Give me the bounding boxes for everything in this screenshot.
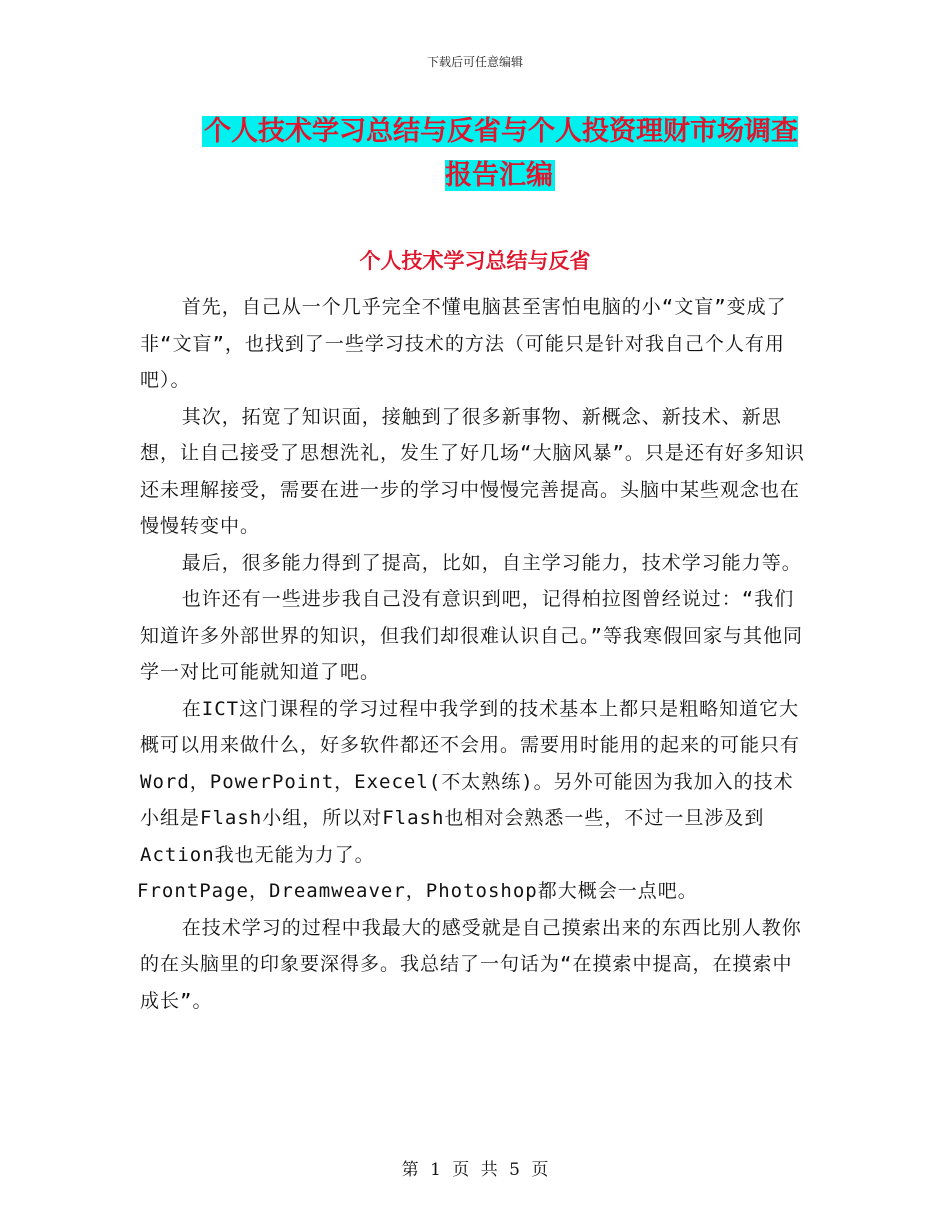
document-title-text: 个人技术学习总结与反省与个人投资理财市场调查报告汇编	[204, 116, 798, 191]
paragraph: 其次，拓宽了知识面，接触到了很多新事物、新概念、新技术、新思想，让自己接受了思想洗礼，发生了好几场“大脑风暴”。只是还有好多知识还未理解接受，需要在进一步的学习中慢慢完善提高。头脑中某些观念也在慢慢转变中。	[140, 405, 805, 537]
paragraph: 在ICT这门课程的学习过程中我学到的技术基本上都只是粗略知道它大概可以用来做什么，好多软件都还不会用。需要用时能用的起来的可能只有Word，PowerPoint，Execel(不太熟练)。另外可能因为我加入的技术小组是Flash小组，所以对Flash也相对会熟悉一些，不过一旦涉及到Action我也无能为力了。	[140, 697, 801, 866]
paragraph: 最后，很多能力得到了提高，比如，自主学习能力，技术学习能力等。	[181, 551, 802, 574]
paragraph: 在技术学习的过程中我最大的感受就是自己摸索出来的东西比别人教你的在头脑里的印象要深得多。我总结了一句话为“在摸索中提高，在摸索中成长”。	[140, 916, 802, 1012]
paragraph: 首先，自己从一个几乎完全不懂电脑甚至害怕电脑的小“文盲”变成了非“文盲”，也找到了一些学习技术的方法（可能只是针对我自己个人有用吧）。	[140, 296, 787, 391]
paragraph: FrontPage，Dreamweaver，Photoshop都大概会一点吧。	[137, 880, 698, 902]
section-title: 个人技术学习总结与反省	[359, 248, 591, 273]
paragraph: 也许还有一些进步我自己没有意识到吧，记得柏拉图曾经说过：“我们知道许多外部世界的知识，但我们却很难认识自己。”等我寒假回家与其他同学一对比可能就知道了吧。	[140, 588, 803, 683]
page-number: 第 1 页 共 5 页	[401, 1160, 549, 1180]
body-text	[137, 289, 808, 1019]
header-note: 下载后可任意编辑	[426, 55, 523, 69]
document-title	[190, 110, 810, 198]
